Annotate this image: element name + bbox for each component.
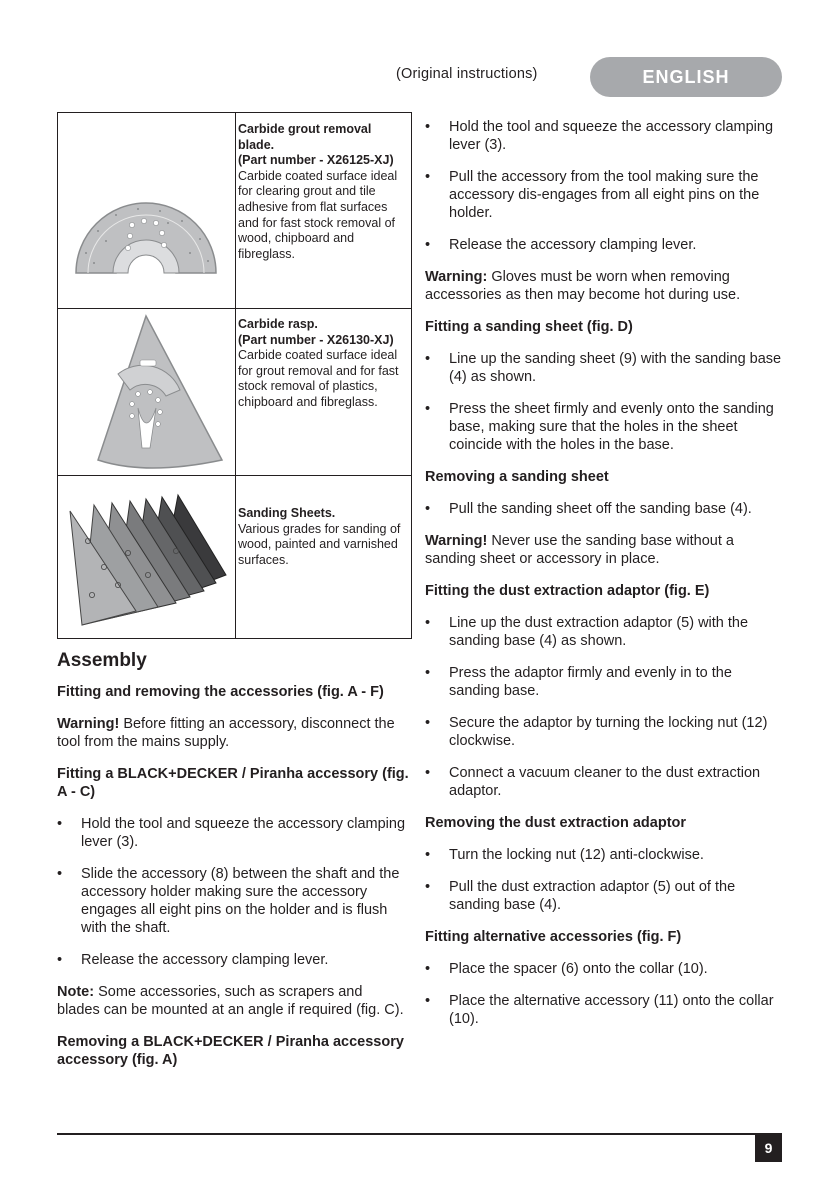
bullet-item: • Secure the adaptor by turning the locking nut (12) clockwise. xyxy=(425,715,768,749)
accessory-desc: Carbide coated surface ideal for grout removal and for fast stock removal of plastics, chipboard and fibreglass. xyxy=(238,348,399,409)
accessory-title: Carbide rasp. xyxy=(238,317,318,331)
heading-fitting-removing: Fitting and removing the accessories (fig. A - F) xyxy=(57,684,384,700)
heading-fitting-alternative: Fitting alternative accessories (fig. F) xyxy=(425,929,682,945)
bullet-item: • Pull the sanding sheet off the sanding base (4). xyxy=(425,501,752,517)
bullet-item: • Connect a vacuum cleaner to the dust extraction adaptor. xyxy=(425,765,761,799)
accessories-table xyxy=(57,112,412,639)
bullet-item: • Line up the dust extraction adaptor (5) with the sanding base (4) as shown. xyxy=(425,615,749,649)
bullet-item: • Turn the locking nut (12) anti-clockwise. xyxy=(425,847,704,863)
bullet-item: • Line up the sanding sheet (9) with the sanding base (4) as shown. xyxy=(425,351,782,385)
sanding-sheets-image xyxy=(58,475,236,638)
bullet-item: • Press the sheet firmly and evenly onto the sanding base, making sure that the holes in the sheet coincide with the holes in the base. xyxy=(425,401,774,453)
accessory-title: Carbide grout removal blade. xyxy=(238,122,372,152)
language-badge: ENGLISH xyxy=(590,57,782,97)
bullet-item: • Release the accessory clamping lever. xyxy=(57,952,329,968)
accessory-desc: Carbide coated surface ideal for clearing grout and tile adhesive from flat surfaces and for fast stock removal of wood, chipboard and fibreglass. xyxy=(238,168,398,261)
bullet-item: • Release the accessory clamping lever. xyxy=(425,237,697,253)
accessory-row xyxy=(58,308,411,476)
heading-removing-sanding-sheet: Removing a sanding sheet xyxy=(425,469,609,485)
bullet-item: • Hold the tool and squeeze the accessory clamping lever (3). xyxy=(425,119,774,153)
grout-blade-image xyxy=(58,113,236,308)
left-column xyxy=(57,652,409,1069)
original-instructions-label: (Original instructions) xyxy=(396,66,538,82)
bullet-item: • Place the alternative accessory (11) onto the collar (10). xyxy=(425,993,774,1027)
heading-removing-dust-adaptor: Removing the dust extraction adaptor xyxy=(425,815,687,831)
section-title-assembly: Assembly xyxy=(57,650,147,671)
accessory-description xyxy=(238,506,408,568)
heading-fitting-sanding-sheet: Fitting a sanding sheet (fig. D) xyxy=(425,319,633,335)
accessory-desc: Various grades for sanding of wood, painted and varnished surfaces. xyxy=(238,521,401,567)
accessory-row xyxy=(58,475,411,638)
note-paragraph: Note: Some accessories, such as scrapers and blades can be mounted at an angle if required (fig. C). xyxy=(57,984,404,1018)
warning-paragraph: Warning! Before fitting an accessory, disconnect the tool from the mains supply. xyxy=(57,716,395,750)
right-column xyxy=(425,118,785,1028)
warning-paragraph: Warning: Gloves must be worn when removing accessories as then may become hot during use. xyxy=(425,269,741,303)
accessory-row xyxy=(58,113,411,309)
accessory-description xyxy=(238,317,408,411)
bullet-item: • Press the adaptor firmly and evenly in to the sanding base. xyxy=(425,665,732,699)
footer-divider xyxy=(57,1133,782,1135)
warning-paragraph: Warning! Never use the sanding base without a sanding sheet or accessory in place. xyxy=(425,533,734,567)
carbide-rasp-image xyxy=(58,308,236,475)
bullet-item: • Hold the tool and squeeze the accessory clamping lever (3). xyxy=(57,816,406,850)
page-number: 9 xyxy=(755,1134,782,1162)
heading-fitting-dust-adaptor: Fitting the dust extraction adaptor (fig. E) xyxy=(425,583,710,599)
bullet-item: • Slide the accessory (8) between the shaft and the accessory holder making sure the accessory engages all eight pins on the holder and is flush with the shaft. xyxy=(57,866,400,936)
accessory-part-number: (Part number - X26130-XJ) xyxy=(238,332,394,347)
bullet-item: • Pull the accessory from the tool making sure the accessory dis-engages from all eight pins on the holder. xyxy=(425,169,760,221)
bullet-item: • Pull the dust extraction adaptor (5) out of the sanding base (4). xyxy=(425,879,736,913)
accessory-part-number: (Part number - X26125-XJ) xyxy=(238,153,394,168)
heading-removing-accessory: Removing a BLACK+DECKER / Piranha accessory accessory (fig. A) xyxy=(57,1034,404,1068)
accessory-title: Sanding Sheets. xyxy=(238,506,336,520)
accessory-description xyxy=(238,122,408,262)
heading-fitting-accessory: Fitting a BLACK+DECKER / Piranha accessory (fig. A - C) xyxy=(57,766,409,800)
bullet-item: • Place the spacer (6) onto the collar (10). xyxy=(425,961,708,977)
